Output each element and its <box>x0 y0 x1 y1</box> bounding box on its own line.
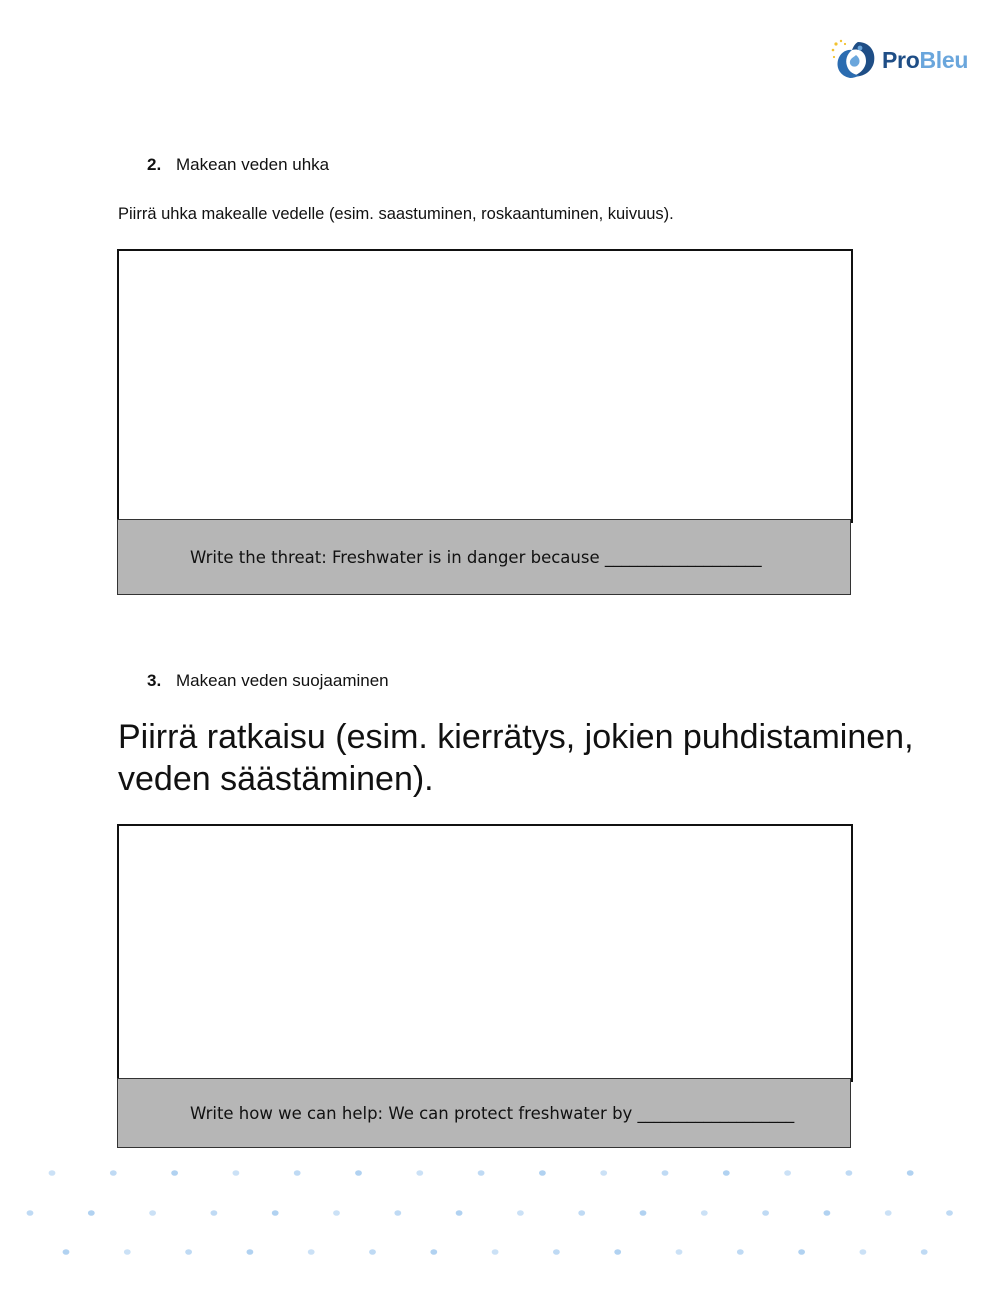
section-2-number: 2. <box>147 155 162 174</box>
section-3-heading <box>147 671 389 691</box>
section-3-title: Makean veden suojaaminen <box>176 671 389 690</box>
decorative-dot <box>846 1170 853 1176</box>
decorative-dot <box>578 1210 585 1216</box>
logo-wordmark <box>882 47 968 74</box>
section-3-number: 3. <box>147 671 162 690</box>
section-2-drawing-area[interactable] <box>117 249 853 523</box>
section-2-title: Makean veden uhka <box>176 155 330 174</box>
decorative-dot <box>723 1170 730 1176</box>
decorative-dot <box>110 1170 117 1176</box>
section-2-heading <box>147 155 329 175</box>
section-2-caption-bar[interactable] <box>117 519 851 595</box>
decorative-dot <box>63 1249 70 1255</box>
decorative-dot <box>333 1210 340 1216</box>
decorative-dot <box>737 1249 744 1255</box>
decorative-dot <box>701 1210 708 1216</box>
logo-text-bleu: Bleu <box>919 46 969 73</box>
decorative-dot <box>355 1170 362 1176</box>
decorative-dot <box>798 1249 805 1255</box>
decorative-dot <box>614 1249 621 1255</box>
decorative-dot <box>171 1170 178 1176</box>
decorative-dot <box>272 1210 279 1216</box>
decorative-dot <box>676 1249 683 1255</box>
decorative-dot <box>553 1249 560 1255</box>
decorative-dot <box>27 1210 34 1216</box>
decorative-dot <box>233 1170 240 1176</box>
decorative-dot <box>308 1249 315 1255</box>
decorative-dot <box>456 1210 463 1216</box>
section-3-caption-bar[interactable] <box>117 1078 851 1148</box>
decorative-dot <box>907 1170 914 1176</box>
decorative-dot <box>247 1249 254 1255</box>
probleu-swirl-icon <box>830 38 878 82</box>
decorative-dot <box>394 1210 401 1216</box>
section-3-instruction: Piirrä ratkaisu (esim. kierrätys, jokien puhdistaminen, veden säästäminen). <box>118 718 914 798</box>
decorative-dot <box>211 1210 218 1216</box>
water-drop-pattern-icon <box>0 1155 1000 1294</box>
decorative-dot <box>416 1170 423 1176</box>
decorative-dot <box>640 1210 647 1216</box>
decorative-dot <box>784 1170 791 1176</box>
decorative-dot <box>946 1210 953 1216</box>
section-3-drawing-area[interactable] <box>117 824 853 1082</box>
logo-text-pro: Pro <box>882 46 920 73</box>
decorative-dot <box>517 1210 524 1216</box>
section-2-instruction: Piirrä uhka makealle vedelle (esim. saastuminen, roskaantuminen, kuivuus). <box>118 205 674 223</box>
decorative-dot <box>539 1170 546 1176</box>
decorative-dot <box>124 1249 131 1255</box>
decorative-dot <box>921 1249 928 1255</box>
decorative-dot <box>88 1210 95 1216</box>
decorative-dot <box>294 1170 301 1176</box>
decorative-dot <box>185 1249 192 1255</box>
decorative-dot <box>478 1170 485 1176</box>
decorative-dot <box>492 1249 499 1255</box>
decorative-dot <box>860 1249 867 1255</box>
decorative-dot <box>885 1210 892 1216</box>
decorative-dot <box>762 1210 769 1216</box>
decorative-dot <box>600 1170 607 1176</box>
section-3-caption: Write how we can help: We can protect freshwater by ___________________ <box>190 1103 795 1123</box>
decorative-dot <box>662 1170 669 1176</box>
section-2-caption: Write the threat: Freshwater is in danger because ___________________ <box>190 547 762 567</box>
decorative-dot <box>369 1249 376 1255</box>
decorative-dot <box>49 1170 56 1176</box>
decorative-dot <box>430 1249 437 1255</box>
decorative-dot <box>149 1210 156 1216</box>
decorative-dot <box>824 1210 831 1216</box>
probleu-logo <box>830 38 968 82</box>
